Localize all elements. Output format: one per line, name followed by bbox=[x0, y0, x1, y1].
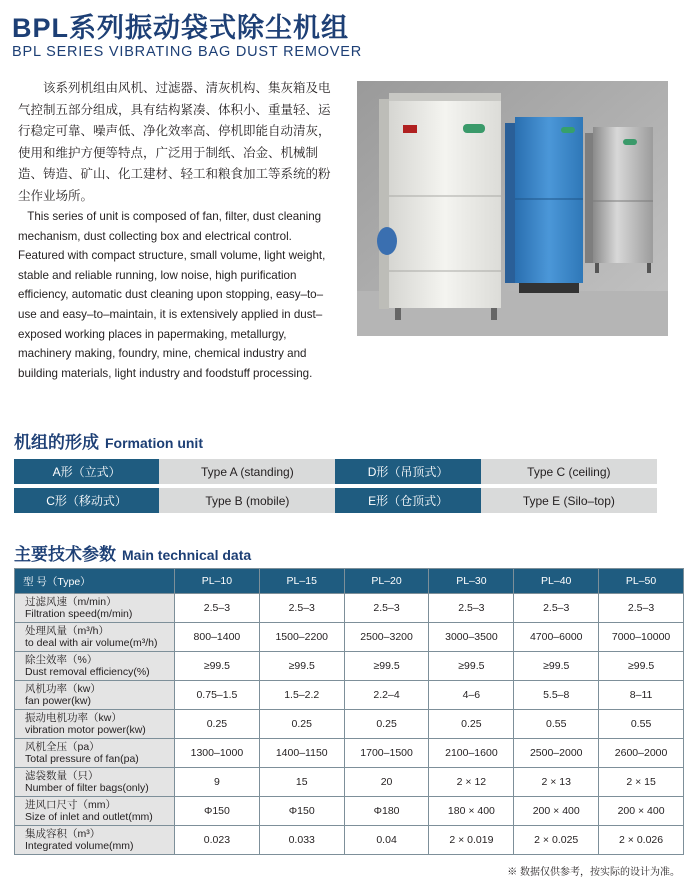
parameter-value: 0.023 bbox=[175, 826, 260, 855]
parameter-value: 200 × 400 bbox=[599, 797, 684, 826]
parameter-label-cn: 滤袋数量（只） bbox=[25, 769, 99, 782]
table-row bbox=[15, 681, 684, 710]
type-header: 型 号（Type） bbox=[15, 569, 175, 594]
parameter-label bbox=[15, 797, 175, 826]
parameter-value: ≥99.5 bbox=[429, 652, 514, 681]
parameter-label-en: Filtration speed(m/min) bbox=[25, 608, 133, 620]
parameter-value: 0.04 bbox=[344, 826, 429, 855]
parameter-value: 0.55 bbox=[514, 710, 599, 739]
parameter-label-cn: 集成容积（m³） bbox=[25, 827, 101, 840]
parameter-label bbox=[15, 739, 175, 768]
parameter-value: 2.2–4 bbox=[344, 681, 429, 710]
formation-section-title bbox=[14, 428, 203, 453]
parameter-label-cn: 风机功率（kw） bbox=[25, 682, 101, 695]
table-row bbox=[15, 797, 684, 826]
formation-label: D形（吊顶式） bbox=[335, 459, 480, 484]
model-header: PL–30 bbox=[429, 569, 514, 594]
parameter-label-en: Number of filter bags(only) bbox=[25, 782, 149, 794]
parameter-value: 2 × 12 bbox=[429, 768, 514, 797]
parameter-label-en: to deal with air volume(m³/h) bbox=[25, 637, 158, 649]
page-title: BPL系列振动袋式除尘机组 bbox=[12, 13, 349, 43]
parameter-value: 1.5–2.2 bbox=[259, 681, 344, 710]
parameter-value: 2500–3200 bbox=[344, 623, 429, 652]
formation-value: Type C (ceiling) bbox=[481, 459, 657, 484]
parameter-value: 8–11 bbox=[599, 681, 684, 710]
parameter-value: ≥99.5 bbox=[175, 652, 260, 681]
parameter-label-en: Total pressure of fan(pa) bbox=[25, 753, 139, 765]
parameter-value: 20 bbox=[344, 768, 429, 797]
parameter-label-cn: 处理风量（m³/h） bbox=[25, 624, 109, 637]
parameter-value: 2600–2000 bbox=[599, 739, 684, 768]
table-row bbox=[15, 623, 684, 652]
parameter-value: 2.5–3 bbox=[429, 594, 514, 623]
model-header: PL–40 bbox=[514, 569, 599, 594]
parameter-label-cn: 过滤风速（m/min） bbox=[25, 595, 117, 608]
parameter-label-cn: 除尘效率（%） bbox=[25, 653, 98, 666]
parameter-label bbox=[15, 681, 175, 710]
parameter-label-cn: 风机全压（pa） bbox=[25, 740, 100, 753]
parameter-value: Φ180 bbox=[344, 797, 429, 826]
model-header: PL–10 bbox=[175, 569, 260, 594]
parameter-label-en: Integrated volume(mm) bbox=[25, 840, 134, 852]
parameter-value: 180 × 400 bbox=[429, 797, 514, 826]
parameter-value: 2 × 0.026 bbox=[599, 826, 684, 855]
table-row bbox=[15, 826, 684, 855]
parameter-value: 0.25 bbox=[175, 710, 260, 739]
parameter-value: 0.75–1.5 bbox=[175, 681, 260, 710]
parameter-label bbox=[15, 652, 175, 681]
parameter-value: 2100–1600 bbox=[429, 739, 514, 768]
parameter-label-en: Size of inlet and outlet(mm) bbox=[25, 811, 153, 823]
footnote: ※ 数据仅供参考，按实际的设计为准。 bbox=[507, 867, 680, 878]
parameter-value: 0.25 bbox=[429, 710, 514, 739]
formation-value: Type A (standing) bbox=[159, 459, 335, 484]
parameter-value: 7000–10000 bbox=[599, 623, 684, 652]
technical-data-section-title bbox=[14, 540, 251, 565]
table-row bbox=[15, 739, 684, 768]
parameter-value: ≥99.5 bbox=[514, 652, 599, 681]
model-header: PL–15 bbox=[259, 569, 344, 594]
intro-english: This series of unit is composed of fan, filter, dust cleaning mechanism, dust collecting box and electrical control. Featured with compact structure, small volume, light weight, stable and reliable running, low noise, high purification efficiency, automatic dust cleaning upon stopping, easy–to–use and easy–to–maintain, it is extensively applied in dust–exposed working places in papermaking, metallurgy, machinery making, foundry, mine, chemical industry and building materials, light industry and foodstuff processing. bbox=[18, 210, 326, 380]
parameter-label-en: vibration motor power(kw) bbox=[25, 724, 146, 736]
parameter-value: 0.55 bbox=[599, 710, 684, 739]
parameter-label-cn: 进风口尺寸（mm） bbox=[25, 798, 116, 811]
formation-label: A形（立式） bbox=[14, 459, 159, 484]
page-subtitle: BPL SERIES VIBRATING BAG DUST REMOVER bbox=[12, 44, 363, 60]
technical-title-cn: 主要技术参数 bbox=[14, 545, 116, 564]
parameter-value: 4700–6000 bbox=[514, 623, 599, 652]
formation-row bbox=[14, 488, 657, 513]
parameter-label bbox=[15, 623, 175, 652]
parameter-value: 2.5–3 bbox=[344, 594, 429, 623]
model-header: PL–20 bbox=[344, 569, 429, 594]
formation-label: C形（移动式） bbox=[14, 488, 159, 513]
parameter-value: 2 × 15 bbox=[599, 768, 684, 797]
product-photo bbox=[357, 81, 668, 336]
parameter-label-cn: 振动电机功率（kw） bbox=[25, 711, 122, 724]
parameter-value: 0.25 bbox=[344, 710, 429, 739]
formation-title-en: Formation unit bbox=[105, 435, 203, 451]
parameter-value: Φ150 bbox=[175, 797, 260, 826]
formation-label: E形（仓顶式） bbox=[335, 488, 480, 513]
parameter-value: ≥99.5 bbox=[599, 652, 684, 681]
parameter-label-en: fan power(kw) bbox=[25, 695, 91, 707]
parameter-value: 3000–3500 bbox=[429, 623, 514, 652]
parameter-value: ≥99.5 bbox=[259, 652, 344, 681]
parameter-value: 2.5–3 bbox=[259, 594, 344, 623]
parameter-label bbox=[15, 710, 175, 739]
parameter-value: 2 × 0.019 bbox=[429, 826, 514, 855]
parameter-label bbox=[15, 826, 175, 855]
parameter-value: 2.5–3 bbox=[175, 594, 260, 623]
parameter-value: 0.033 bbox=[259, 826, 344, 855]
technical-title-en: Main technical data bbox=[122, 547, 252, 563]
formation-title-cn: 机组的形成 bbox=[14, 433, 99, 452]
formation-value: Type B (mobile) bbox=[159, 488, 335, 513]
parameter-label-en: Dust removal efficiency(%) bbox=[25, 666, 150, 678]
model-header: PL–50 bbox=[599, 569, 684, 594]
parameter-value: 2 × 0.025 bbox=[514, 826, 599, 855]
parameter-value: 200 × 400 bbox=[514, 797, 599, 826]
parameter-value: 15 bbox=[259, 768, 344, 797]
parameter-value: 1400–1150 bbox=[259, 739, 344, 768]
parameter-label bbox=[15, 594, 175, 623]
parameter-value: 9 bbox=[175, 768, 260, 797]
formation-table bbox=[14, 455, 657, 517]
table-row bbox=[15, 594, 684, 623]
parameter-label bbox=[15, 768, 175, 797]
parameter-value: 4–6 bbox=[429, 681, 514, 710]
intro-chinese: 该系列机组由风机、过滤器、清灰机构、集灰箱及电气控制五部分组成，具有结构紧凑、体积小、重量轻、运行稳定可靠、噪声低、净化效率高、停机即能自动清灰，使用和维护方便等特点，广泛用于制纸、冶金、机械制造、铸造、矿山、化工建材、轻工和粮食加工等系统的粉尘作业场所。 bbox=[18, 81, 331, 203]
table-row bbox=[15, 652, 684, 681]
parameter-value: Φ150 bbox=[259, 797, 344, 826]
formation-value: Type E (Silo–top) bbox=[481, 488, 657, 513]
formation-row bbox=[14, 459, 657, 484]
parameter-value: ≥99.5 bbox=[344, 652, 429, 681]
parameter-value: 1500–2200 bbox=[259, 623, 344, 652]
parameter-value: 1700–1500 bbox=[344, 739, 429, 768]
parameter-value: 1300–1000 bbox=[175, 739, 260, 768]
parameter-value: 0.25 bbox=[259, 710, 344, 739]
table-row bbox=[15, 710, 684, 739]
table-header-row bbox=[15, 569, 684, 594]
parameter-value: 5.5–8 bbox=[514, 681, 599, 710]
table-row bbox=[15, 768, 684, 797]
parameter-value: 2 × 13 bbox=[514, 768, 599, 797]
technical-data-table bbox=[14, 568, 684, 855]
parameter-value: 2500–2000 bbox=[514, 739, 599, 768]
parameter-value: 2.5–3 bbox=[514, 594, 599, 623]
parameter-value: 800–1400 bbox=[175, 623, 260, 652]
parameter-value: 2.5–3 bbox=[599, 594, 684, 623]
